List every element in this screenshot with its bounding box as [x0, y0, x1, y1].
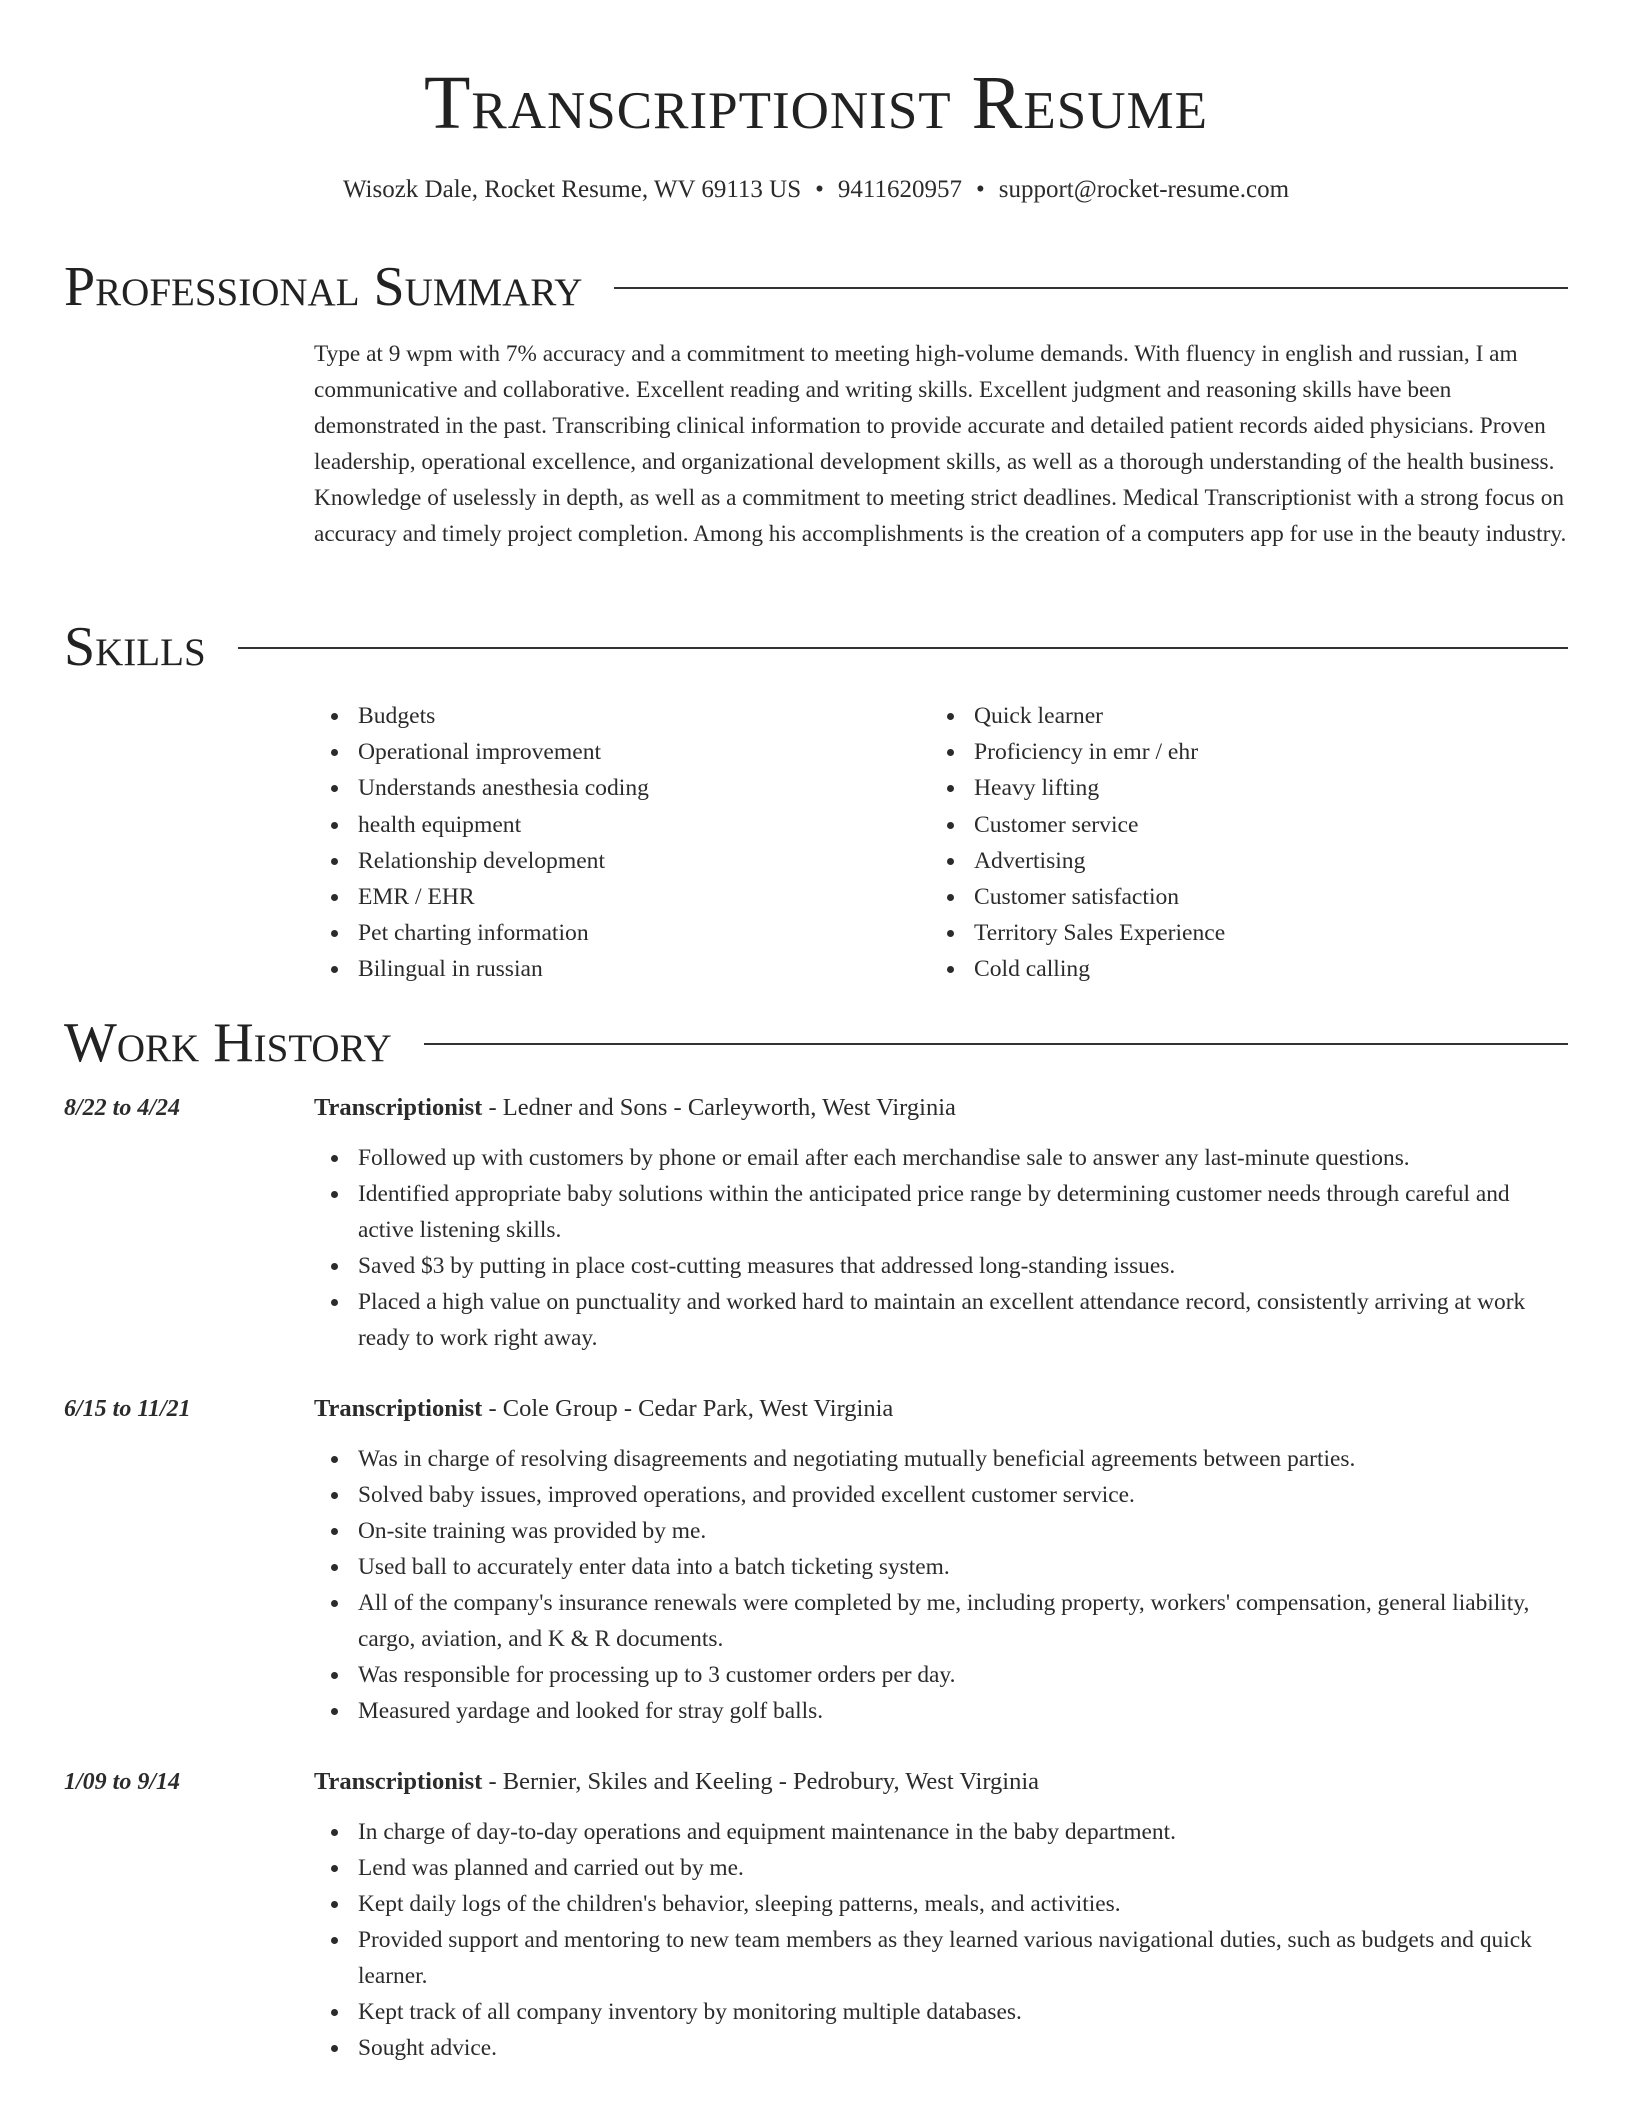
- contact-address: Wisozk Dale, Rocket Resume, WV 69113 US: [342, 176, 802, 203]
- skill-item: Understands anesthesia coding: [314, 770, 914, 806]
- job-bullet: Used ball to accurately enter data into a batch ticketing system.: [314, 1549, 1570, 1585]
- job-bullet: All of the company's insurance renewals were completed by me, including property, workers' compensation, general liability, cargo, aviation, and K & R documents.: [314, 1585, 1570, 1657]
- section-divider: [614, 287, 1568, 289]
- skill-item: health equipment: [314, 807, 914, 843]
- job-bullet: Identified appropriate baby solutions within the anticipated price range by determining customer needs through careful and active listening skills.: [314, 1176, 1570, 1248]
- skill-item: Heavy lifting: [930, 770, 1570, 806]
- job-employer-location: - Cole Group - Cedar Park, West Virginia: [482, 1395, 894, 1422]
- section-divider: [424, 1043, 1568, 1045]
- job-bullet: Was in charge of resolving disagreements and negotiating mutually beneficial agreements between parties.: [314, 1441, 1570, 1477]
- skills-section-header: [64, 612, 1568, 682]
- section-divider: [238, 647, 1568, 649]
- job-employer-location: - Ledner and Sons - Carleyworth, West Virginia: [482, 1094, 956, 1121]
- contact-phone: 9411620957: [837, 176, 962, 203]
- skill-item: Cold calling: [930, 951, 1570, 987]
- job-bullet: Solved baby issues, improved operations, and provided excellent customer service.: [314, 1477, 1570, 1513]
- work-section-header: [64, 1008, 1568, 1078]
- skills-list-left: [314, 698, 914, 988]
- summary-text: Type at 9 wpm with 7% accuracy and a commitment to meeting high-volume demands. With fluency in english and russian, I am communicative and collaborative. Excellent reading and writing skills. Excellent judgment and reasoning skills have been demonstrated in the past. Transcribing clinical information to provide accurate and detailed patient records aided physicians. Proven leadership, operational excellence, and organizational development skills, as well as a thorough understanding of the health business. Knowledge of uselessly in depth, as well as a commitment to meeting strict deadlines. Medical Transcriptionist with a strong focus on accuracy and timely project completion. Among his accomplishments is the creation of a computers app for use in the beauty industry.: [314, 341, 1567, 547]
- job-heading: [314, 1391, 893, 1427]
- job-dates: 8/22 to 4/24: [64, 1095, 181, 1121]
- job-bullet: Placed a high value on punctuality and worked hard to maintain an excellent attendance record, consistently arriving at work ready to work right away.: [314, 1284, 1570, 1356]
- job-bullet: Provided support and mentoring to new team members as they learned various navigational duties, such as budgets and quick learner.: [314, 1922, 1570, 1994]
- summary-heading: Professional Summary: [64, 256, 583, 318]
- skill-item: Territory Sales Experience: [930, 915, 1570, 951]
- job-employer-location: - Bernier, Skiles and Keeling - Pedrobury, West Virginia: [482, 1768, 1040, 1795]
- skill-item: Customer service: [930, 807, 1570, 843]
- skill-item: Advertising: [930, 843, 1570, 879]
- contact-line: [0, 172, 1632, 208]
- job-bullet: Kept track of all company inventory by monitoring multiple databases.: [314, 1994, 1570, 2030]
- job-bullet: On-site training was provided by me.: [314, 1513, 1570, 1549]
- job-dates: 6/15 to 11/21: [64, 1396, 191, 1422]
- job-bullet: Kept daily logs of the children's behavior, sleeping patterns, meals, and activities.: [314, 1886, 1570, 1922]
- job-bullet: Sought advice.: [314, 2030, 1570, 2066]
- resume-title: Transcriptionist Resume: [423, 61, 1209, 145]
- job-dates: 1/09 to 9/14: [64, 1769, 181, 1795]
- job-heading: [314, 1764, 1039, 1800]
- job-bullet: Lend was planned and carried out by me.: [314, 1850, 1570, 1886]
- skill-item: Budgets: [314, 698, 914, 734]
- skill-item: Operational improvement: [314, 734, 914, 770]
- job-bullet: Saved $3 by putting in place cost-cutting measures that addressed long-standing issues.: [314, 1248, 1570, 1284]
- skill-item: Pet charting information: [314, 915, 914, 951]
- job-bullet-list: [314, 1814, 1570, 2066]
- job-bullet: Was responsible for processing up to 3 customer orders per day.: [314, 1657, 1570, 1693]
- skill-item: Proficiency in emr / ehr: [930, 734, 1570, 770]
- skill-item: Bilingual in russian: [314, 951, 914, 987]
- job-title: Transcriptionist: [314, 1094, 483, 1121]
- skill-item: Customer satisfaction: [930, 879, 1570, 915]
- skills-list-right: [930, 698, 1570, 988]
- skill-item: EMR / EHR: [314, 879, 914, 915]
- job-title: Transcriptionist: [314, 1768, 483, 1795]
- contact-separator: •: [815, 176, 824, 203]
- skills-heading: Skills: [64, 616, 206, 678]
- skill-item: Relationship development: [314, 843, 914, 879]
- job-bullet-list: [314, 1140, 1570, 1356]
- job-bullet: Followed up with customers by phone or email after each merchandise sale to answer any last-minute questions.: [314, 1140, 1570, 1176]
- contact-separator: •: [975, 176, 985, 203]
- skill-item: Quick learner: [930, 698, 1570, 734]
- job-bullet-list: [314, 1441, 1570, 1729]
- job-heading: [314, 1090, 956, 1126]
- summary-section-header: [64, 252, 1568, 322]
- contact-email: support@rocket-resume.com: [998, 176, 1290, 203]
- job-bullet: In charge of day-to-day operations and equipment maintenance in the baby department.: [314, 1814, 1570, 1850]
- job-title: Transcriptionist: [314, 1395, 483, 1422]
- job-bullet: Measured yardage and looked for stray golf balls.: [314, 1693, 1570, 1729]
- work-heading: Work History: [64, 1012, 392, 1074]
